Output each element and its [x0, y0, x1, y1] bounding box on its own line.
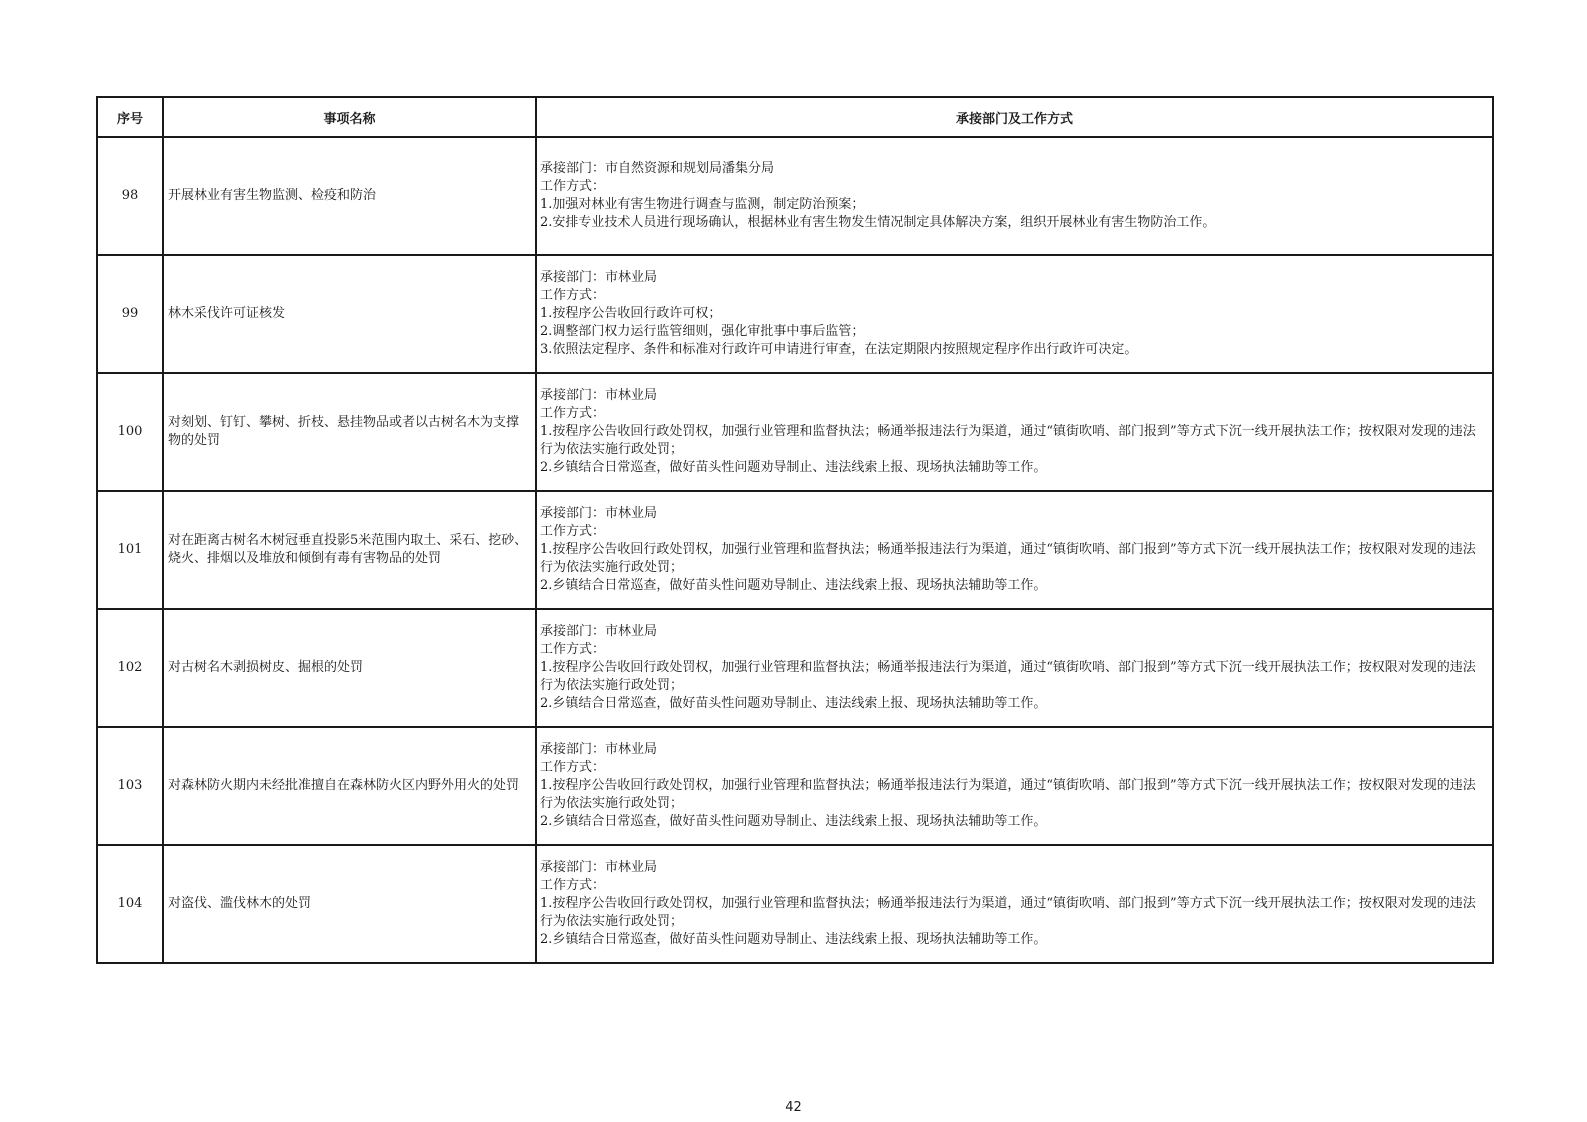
department-method-line: 承接部门：市林业局 — [540, 742, 658, 757]
row-department-and-method — [536, 845, 1493, 963]
department-method-line: 工作方式： — [540, 179, 606, 194]
department-method-line: 1.按程序公告收回行政处罚权，加强行业管理和监督执法；畅通举报违法行为渠道，通过“镇街吹哨、部门报到”等方式下沉一线开展执法工作；按权限对发现的违法行为依法实施行政处罚； — [540, 778, 1476, 811]
row-matter-name: 开展林业有害生物监测、检疫和防治 — [163, 137, 536, 255]
row-department-and-method — [536, 255, 1493, 373]
department-method-line: 承接部门：市林业局 — [540, 270, 658, 285]
department-method-line: 2.乡镇结合日常巡查，做好苗头性问题劝导制止、违法线索上报、现场执法辅助等工作。 — [540, 814, 1047, 829]
department-method-line: 工作方式： — [540, 642, 606, 657]
department-method-line: 工作方式： — [540, 878, 606, 893]
department-method-line: 承接部门：市林业局 — [540, 860, 658, 875]
department-method-line: 1.加强对林业有害生物进行调查与监测，制定防治预案； — [540, 197, 865, 212]
row-matter-name: 对盗伐、滥伐林木的处罚 — [163, 845, 536, 963]
department-method-line: 承接部门：市林业局 — [540, 506, 658, 521]
row-department-and-method — [536, 137, 1493, 255]
table-body — [97, 137, 1493, 963]
header-matter-name: 事项名称 — [163, 97, 536, 137]
department-method-line: 工作方式： — [540, 288, 606, 303]
row-matter-name: 林木采伐许可证核发 — [163, 255, 536, 373]
department-method-line: 2.乡镇结合日常巡查，做好苗头性问题劝导制止、违法线索上报、现场执法辅助等工作。 — [540, 578, 1047, 593]
row-serial-number: 99 — [97, 255, 163, 373]
table-row — [97, 373, 1493, 491]
department-method-line: 工作方式： — [540, 406, 606, 421]
table-row — [97, 727, 1493, 845]
department-method-line: 工作方式： — [540, 524, 606, 539]
row-matter-name: 对刻划、钉钉、攀树、折枝、悬挂物品或者以古树名木为支撑物的处罚 — [163, 373, 536, 491]
department-method-line: 1.按程序公告收回行政处罚权，加强行业管理和监督执法；畅通举报违法行为渠道，通过“镇街吹哨、部门报到”等方式下沉一线开展执法工作；按权限对发现的违法行为依法实施行政处罚； — [540, 896, 1476, 929]
row-serial-number: 98 — [97, 137, 163, 255]
table-row — [97, 845, 1493, 963]
department-method-line: 2.乡镇结合日常巡查，做好苗头性问题劝导制止、违法线索上报、现场执法辅助等工作。 — [540, 460, 1047, 475]
table-row — [97, 255, 1493, 373]
table-row — [97, 609, 1493, 727]
page-number: 42 — [785, 1100, 802, 1115]
matters-table — [96, 96, 1494, 964]
row-serial-number: 101 — [97, 491, 163, 609]
table-header-row — [97, 97, 1493, 137]
row-matter-name: 对古树名木剥损树皮、掘根的处罚 — [163, 609, 536, 727]
row-matter-name: 对在距离古树名木树冠垂直投影5米范围内取土、采石、挖砂、烧火、排烟以及堆放和倾倒有毒有害物品的处罚 — [163, 491, 536, 609]
department-method-line: 1.按程序公告收回行政处罚权，加强行业管理和监督执法；畅通举报违法行为渠道，通过“镇街吹哨、部门报到”等方式下沉一线开展执法工作；按权限对发现的违法行为依法实施行政处罚； — [540, 424, 1476, 457]
department-method-line: 2.安排专业技术人员进行现场确认，根据林业有害生物发生情况制定具体解决方案，组织开展林业有害生物防治工作。 — [540, 215, 1216, 230]
header-department-and-method: 承接部门及工作方式 — [536, 97, 1493, 137]
row-department-and-method — [536, 609, 1493, 727]
row-matter-name: 对森林防火期内未经批准擅自在森林防火区内野外用火的处罚 — [163, 727, 536, 845]
department-method-line: 1.按程序公告收回行政许可权； — [540, 306, 722, 321]
table-row — [97, 137, 1493, 255]
row-department-and-method — [536, 727, 1493, 845]
department-method-line: 2.乡镇结合日常巡查，做好苗头性问题劝导制止、违法线索上报、现场执法辅助等工作。 — [540, 696, 1047, 711]
row-serial-number: 104 — [97, 845, 163, 963]
row-serial-number: 100 — [97, 373, 163, 491]
table-row — [97, 491, 1493, 609]
department-method-line: 3.依照法定程序、条件和标准对行政许可申请进行审查，在法定期限内按照规定程序作出行政许可决定。 — [540, 342, 1138, 357]
department-method-line: 工作方式： — [540, 760, 606, 775]
row-serial-number: 102 — [97, 609, 163, 727]
department-method-line: 承接部门：市林业局 — [540, 624, 658, 639]
department-method-line: 承接部门：市自然资源和规划局潘集分局 — [540, 161, 775, 176]
row-department-and-method — [536, 491, 1493, 609]
header-serial-number: 序号 — [97, 97, 163, 137]
row-serial-number: 103 — [97, 727, 163, 845]
department-method-line: 2.调整部门权力运行监管细则，强化审批事中事后监管； — [540, 324, 865, 339]
department-method-line: 1.按程序公告收回行政处罚权，加强行业管理和监督执法；畅通举报违法行为渠道，通过“镇街吹哨、部门报到”等方式下沉一线开展执法工作；按权限对发现的违法行为依法实施行政处罚； — [540, 542, 1476, 575]
department-method-line: 2.乡镇结合日常巡查，做好苗头性问题劝导制止、违法线索上报、现场执法辅助等工作。 — [540, 932, 1047, 947]
department-method-line: 1.按程序公告收回行政处罚权，加强行业管理和监督执法；畅通举报违法行为渠道，通过“镇街吹哨、部门报到”等方式下沉一线开展执法工作；按权限对发现的违法行为依法实施行政处罚； — [540, 660, 1476, 693]
row-department-and-method — [536, 373, 1493, 491]
department-method-line: 承接部门：市林业局 — [540, 388, 658, 403]
